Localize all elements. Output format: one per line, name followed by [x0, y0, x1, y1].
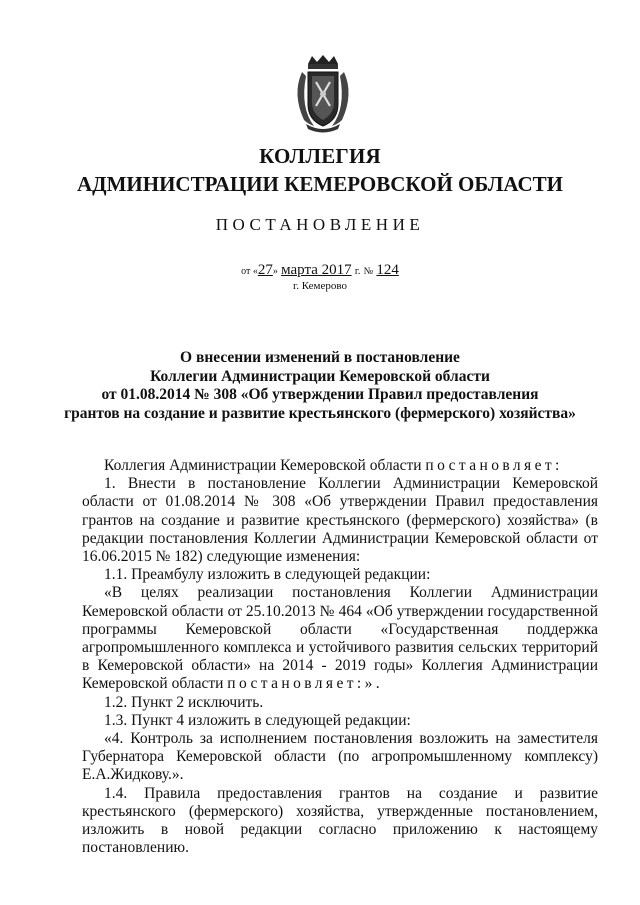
document-type: ПОСТАНОВЛЕНИЕ — [215, 215, 425, 234]
document-subject — [0, 349, 640, 423]
intro-paragraph: Коллегия Администрации Кемеровской области постановляет: — [104, 457, 563, 474]
quoted-paragraph: «В целях реализации постановления Коллегии Администрации Кемеровской области от 25.10.2013 № 464 «Об утверждении государственной программы Кемеровской области «Государственная поддержка агропромышленного комплекса и устойчивого развития сельских территорий в Кемеровской области» на 2014 - 2019 годы» Коллегия Администрации Кемеровской области постановляет:». — [82, 584, 598, 693]
paragraph: 1.4. Правила предоставления грантов на создание и развитие крестьянского (фермерского) хозяйства, утвержденные постановлением, изложить в новой редакции согласно приложению к настоящему постановлению. — [82, 784, 598, 857]
number-label: № — [363, 266, 374, 277]
spaced-word: постановляет: — [425, 457, 563, 474]
paragraph: 1.1. Преамбулу изложить в следующей редакции: — [104, 566, 431, 584]
coat-of-arms-icon — [288, 54, 358, 134]
date-mid: » — [272, 266, 278, 277]
subject-line: О внесении изменений в постановление — [180, 349, 460, 366]
date-year-suffix: г. — [354, 266, 361, 277]
subject-line: Коллегии Администрации Кемеровской области — [150, 367, 490, 385]
organization-name: КОЛЛЕГИЯ — [259, 144, 381, 168]
date-day: 27 — [257, 262, 273, 278]
organization-name-line2: АДМИНИСТРАЦИИ КЕМЕРОВСКОЙ ОБЛАСТИ — [76, 172, 564, 196]
quoted-paragraph: «4. Контроль за исполнением постановления возложить на заместителя Губернатора Кемеровской области (по агропромышленному комплексу) Е.А.Жидкову.». — [82, 730, 598, 784]
document-body — [82, 457, 598, 857]
paragraph: 1.2. Пункт 2 исключить. — [104, 693, 264, 711]
subject-line: от 01.08.2014 № 308 «Об утверждении Правил предоставления — [101, 386, 539, 403]
document-number: 124 — [376, 262, 399, 278]
document-date-line — [0, 262, 640, 279]
subject-line: грантов на создание и развитие крестьянского (фермерского) хозяйства» — [64, 404, 576, 422]
spaced-word: постановляет:». — [227, 675, 384, 693]
paragraph: 1. Внести в постановление Коллегии Администрации Кемеровской области от 01.08.2014 № 308 «Об утверждении Правил предоставления грантов на создание и развитие крестьянского (фермерского) хозяйства» (в редакции постановления Коллегии Администрации Кемеровской области от 16.06.2015 № 182) следующие изменения: — [82, 475, 598, 566]
date-prefix: от « — [241, 266, 258, 277]
date-month-year: марта 2017 — [281, 262, 352, 278]
city: г. Кемерово — [292, 280, 348, 292]
paragraph: 1.3. Пункт 4 изложить в следующей редакции: — [104, 711, 411, 729]
